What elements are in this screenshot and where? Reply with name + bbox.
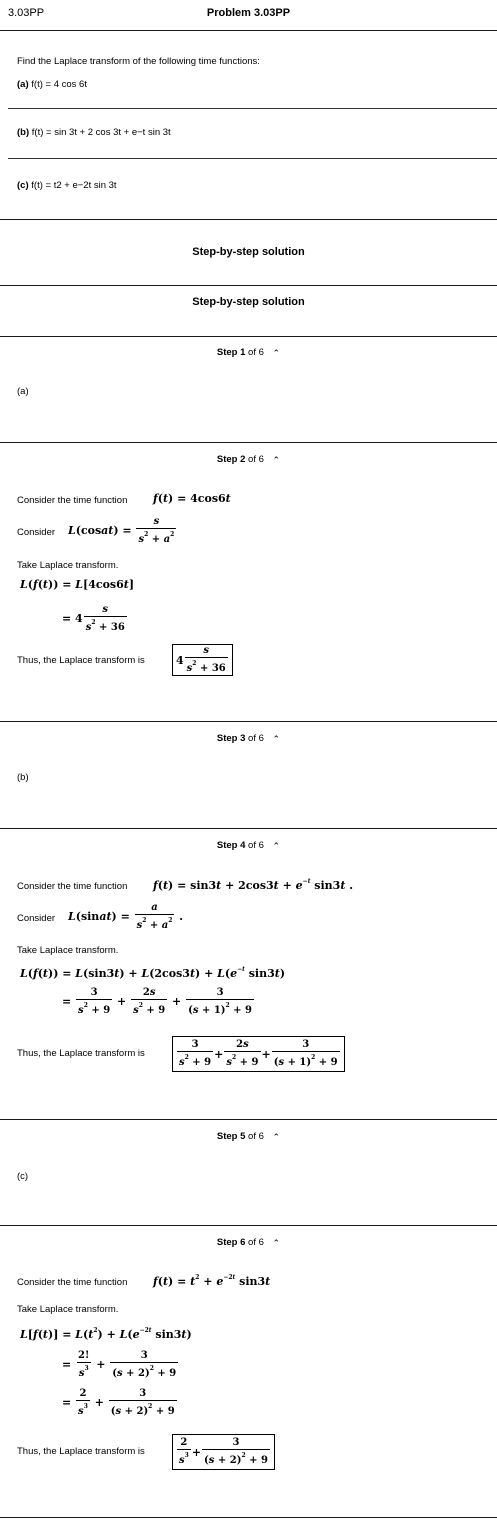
step-4-line: Take Laplace transform. [17, 945, 119, 956]
equation: $f(t) = \sin 3t + 2\cos 3t + e^{-t}$ sin3t . [153, 878, 354, 892]
step-6-line: Take Laplace transform. [17, 1304, 119, 1315]
caret-up-icon[interactable]: ⌃ [272, 348, 281, 358]
divider [8, 108, 497, 109]
solution-heading: Step-by-step solution [192, 246, 305, 258]
divider [0, 30, 497, 31]
step-3-header[interactable]: Step 3 of 6 ⌃ [216, 733, 281, 744]
step-6-line: Consider the time function [17, 1277, 128, 1288]
answer-box: $\frac{2}{s^3}$ + $\frac{3}{(s + 2)^2 + 9}$ [172, 1434, 275, 1470]
page-title: Problem 3.03PP [206, 7, 291, 19]
step-2-header[interactable]: Step 2 of 6 ⌃ [216, 454, 281, 465]
problem-id: 3.03PP [8, 7, 45, 19]
problem-intro: Find the Laplace transform of the following time functions: [17, 56, 260, 67]
problem-part-b: (b) f(t) = sin 3t + 2 cos 3t + e−t sin 3t [17, 127, 171, 138]
step-6-line: Thus, the Laplace transform is [17, 1446, 145, 1457]
equation: $f(t) = t^2 + e^{-2t}$ sin3t [153, 1274, 271, 1288]
answer-box: $\frac{3}{s^2 + 9}$ + $\frac{2s}{s^2 + 9}$ + $\frac{3}{(s + 1)^2 + 9}$ [172, 1036, 345, 1072]
divider [0, 285, 497, 286]
step-5-header[interactable]: Step 5 of 6 ⌃ [216, 1131, 281, 1142]
caret-up-icon[interactable]: ⌃ [272, 1132, 281, 1142]
divider [0, 219, 497, 220]
caret-up-icon[interactable]: ⌃ [272, 841, 281, 851]
divider [0, 1225, 497, 1226]
equation: = $\frac{2}{s^3}$ + $\frac{3}{(s + 2)^2 + 9}$ [62, 1388, 175, 1417]
divider [0, 442, 497, 443]
step-6-header[interactable]: Step 6 of 6 ⌃ [216, 1237, 281, 1248]
page-header [0, 0, 497, 30]
equation: = 4 $\frac{s}{s^2 + 36}$ [62, 604, 125, 633]
step-5-content: (c) [17, 1171, 29, 1182]
step-3-content: (b) [17, 772, 29, 783]
equation: = $\frac{2!}{s^3}$ + $\frac{3}{(s + 2)^2 + 9}$ [62, 1350, 177, 1379]
equation: L(f(t)) = L[4cos6t] [20, 578, 135, 591]
equation: L(sinat) = $\frac{a}{s^2 + a^2}$ . [68, 902, 184, 931]
equation: = $\frac{3}{s^2 + 9}$ + $\frac{2s}{s^2 + 9}$ + $\frac{3}{(s + 1)^2 + 9}$ [62, 987, 253, 1016]
equation: L(cosat) = $\frac{s}{s^2 + a^2}$ [68, 516, 175, 545]
divider [0, 828, 497, 829]
step-1-content: (a) [17, 386, 29, 397]
equation: $L(f(t)) = L(\sin 3t) + L(2\cos 3t) + L(e^{-t}$ sin3t) [20, 966, 286, 980]
divider [8, 158, 497, 159]
step-2-line: Consider [17, 527, 56, 538]
caret-up-icon[interactable]: ⌃ [272, 734, 281, 744]
step-2-line: Consider the time function [17, 495, 128, 506]
step-2-line: Take Laplace transform. [17, 560, 119, 571]
equation: $L[f(t)] = L(t^2) + L(e^{-2t}$ sin3t) [20, 1327, 192, 1341]
step-2-line: Thus, the Laplace transform is [17, 655, 145, 666]
step-4-line: Consider [17, 913, 56, 924]
caret-up-icon[interactable]: ⌃ [272, 1238, 281, 1248]
divider [0, 1517, 497, 1518]
divider [0, 336, 497, 337]
step-4-line: Thus, the Laplace transform is [17, 1048, 145, 1059]
step-4-line: Consider the time function [17, 881, 128, 892]
step-1-header[interactable]: Step 1 of 6 ⌃ [216, 347, 281, 358]
divider [0, 721, 497, 722]
problem-part-a: (a) f(t) = 4 cos 6t [17, 79, 87, 90]
equation: f(t) = 4cos6t [153, 492, 231, 505]
divider [0, 1119, 497, 1120]
problem-part-c: (c) f(t) = t2 + e−2t sin 3t [17, 180, 117, 191]
step-4-header[interactable]: Step 4 of 6 ⌃ [216, 840, 281, 851]
answer-box: 4 $\frac{s}{s^2 + 36}$ [172, 644, 233, 676]
caret-up-icon[interactable]: ⌃ [272, 455, 281, 465]
solution-heading: Step-by-step solution [192, 296, 305, 308]
